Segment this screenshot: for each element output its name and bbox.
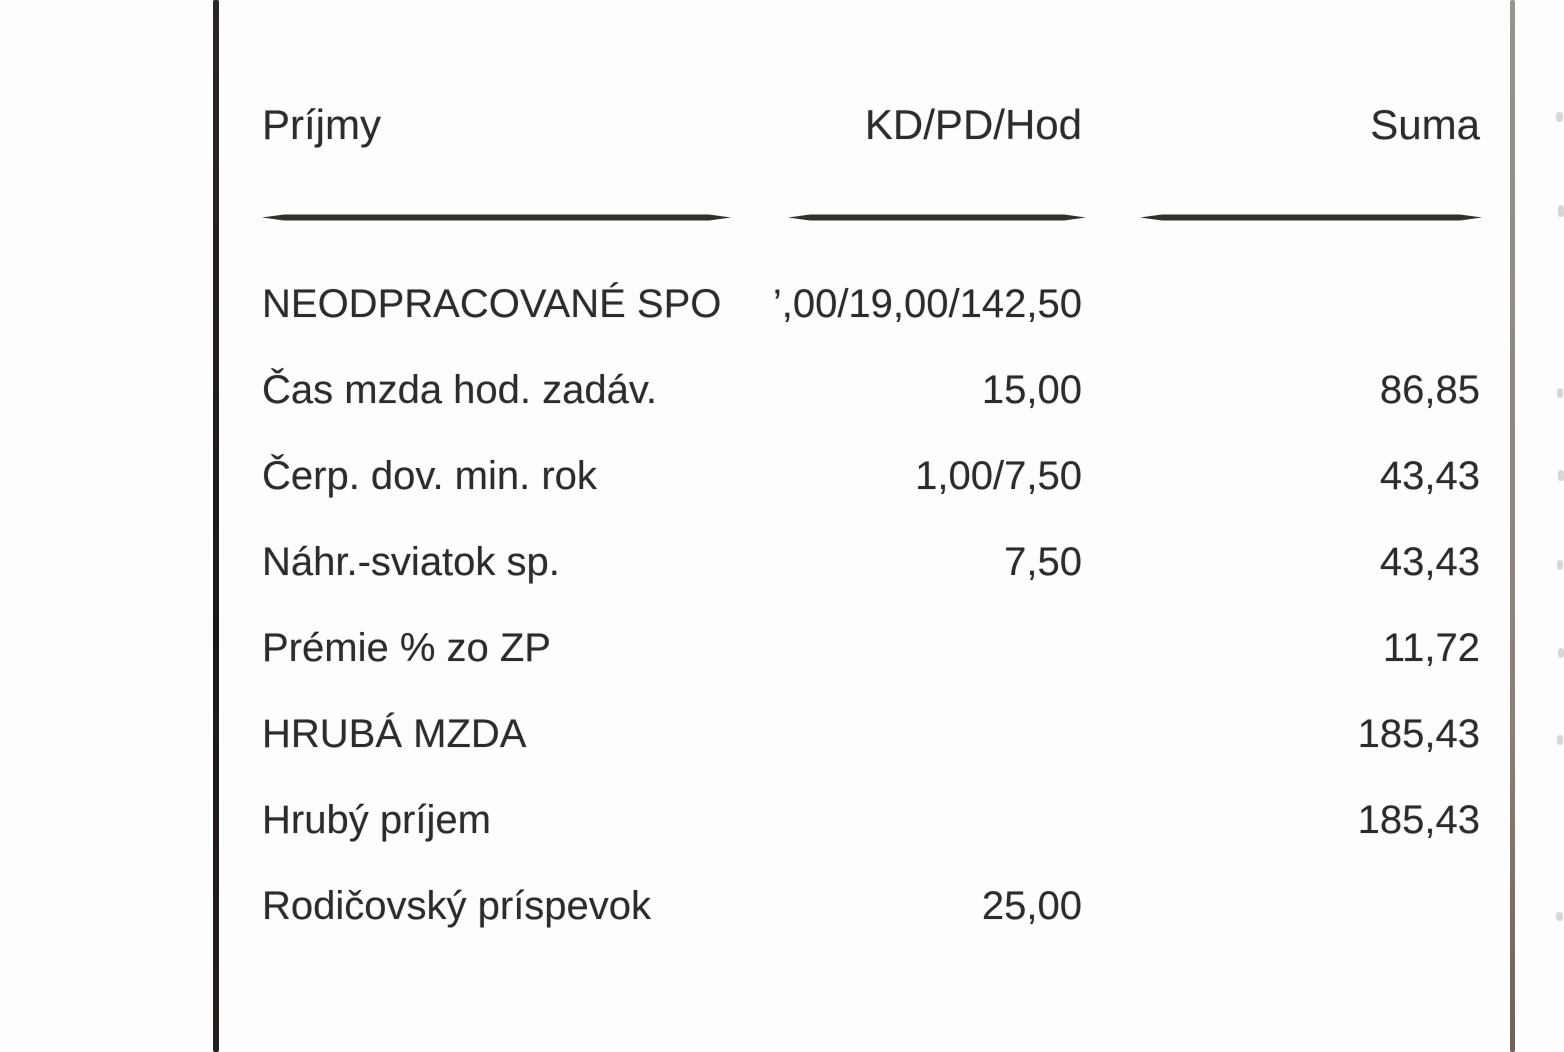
table-row: [262, 710, 1480, 796]
table-header-row: [262, 100, 1480, 150]
payslip-table: [262, 0, 1480, 1052]
row-amount: 43,43: [1379, 454, 1480, 498]
table-row: [262, 624, 1480, 710]
row-label: Hrubý príjem: [262, 798, 491, 842]
row-amount: 11,72: [1382, 626, 1480, 670]
scan-artifact: [1558, 648, 1564, 658]
header-underlines: [262, 214, 1480, 222]
table-row: [262, 452, 1480, 538]
row-label: Náhr.-sviatok sp.: [262, 540, 560, 584]
row-units: 15,00: [981, 368, 1082, 412]
table-row: [262, 538, 1480, 624]
row-units: 7,50: [1004, 540, 1082, 584]
scan-artifact: [1558, 470, 1564, 481]
underline-amount: [1140, 214, 1482, 221]
table-body: [262, 280, 1480, 968]
header-amount: Suma: [1370, 101, 1480, 148]
row-label: Prémie % zo ZP: [262, 626, 551, 670]
row-amount: 185,43: [1357, 712, 1480, 756]
scan-artifact: [1557, 560, 1563, 570]
row-amount: 185,43: [1357, 798, 1480, 842]
row-label: Čas mzda hod. zadáv.: [262, 368, 658, 412]
row-label: Rodičovský príspevok: [262, 884, 652, 928]
row-label: Čerp. dov. min. rok: [262, 454, 597, 498]
header-units: KD/PD/Hod: [864, 101, 1082, 148]
row-label: HRUBÁ MZDA: [262, 712, 527, 756]
scan-artifact: [1557, 735, 1563, 745]
scan-artifact: [1558, 205, 1564, 217]
row-amount: 86,85: [1379, 368, 1480, 412]
row-amount: 43,43: [1379, 540, 1480, 584]
row-units: ’,00/19,00/142,50: [772, 282, 1082, 326]
table-row: [262, 882, 1480, 968]
row-units: 25,00: [981, 884, 1082, 928]
scan-artifact: [1557, 388, 1563, 398]
left-border-line: [213, 0, 219, 1052]
table-row: [262, 796, 1480, 882]
underline-income: [262, 214, 731, 221]
right-border-line: [1510, 0, 1515, 1052]
row-label: NEODPRACOVANÉ SPO: [262, 282, 722, 326]
table-row: [262, 366, 1480, 452]
scan-artifact: [1556, 112, 1563, 122]
table-row: [262, 280, 1480, 366]
row-units: 1,00/7,50: [915, 454, 1082, 498]
header-income: Príjmy: [262, 101, 381, 148]
scan-artifact: [1556, 912, 1563, 921]
underline-units: [788, 214, 1086, 221]
